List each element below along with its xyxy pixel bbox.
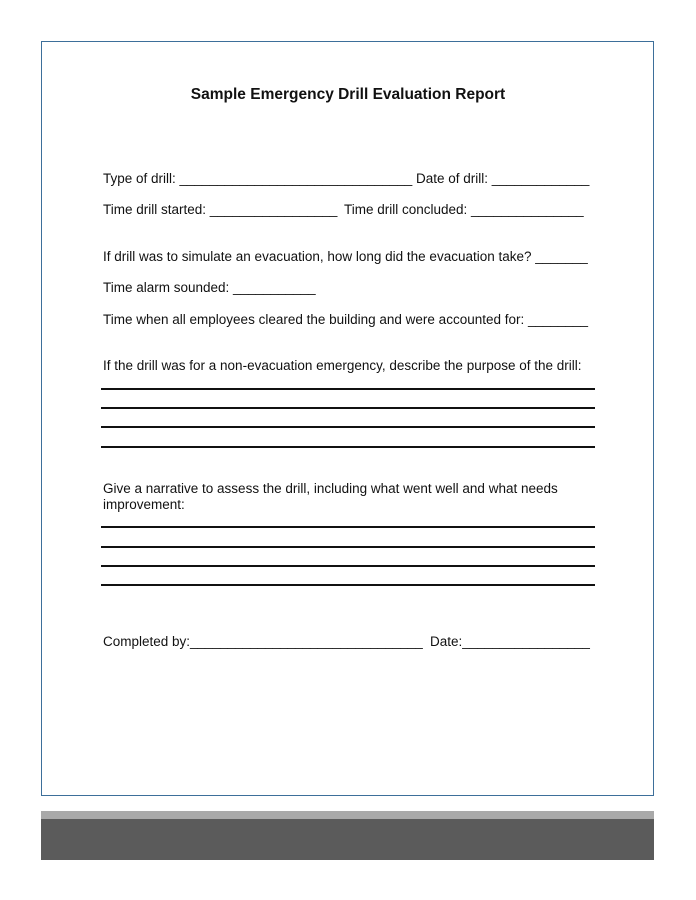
page-title: Sample Emergency Drill Evaluation Report: [190, 86, 506, 103]
time-started-field[interactable]: Time drill started: _________________: [103, 202, 338, 217]
narrative-answer-line[interactable]: [101, 546, 595, 548]
employees-cleared-field[interactable]: Time when all employees cleared the building and were accounted for: ________: [103, 312, 589, 327]
date-of-drill-field[interactable]: Date of drill: _____________: [416, 171, 590, 186]
completed-by-field[interactable]: Completed by:_______________________________: [103, 634, 423, 649]
type-of-drill-field[interactable]: Type of drill: _______________________________: [103, 171, 413, 186]
footer-band-dark: [41, 819, 654, 860]
narrative-answer-line[interactable]: [101, 565, 595, 567]
alarm-sounded-field[interactable]: Time alarm sounded: ___________: [103, 280, 316, 295]
evacuation-duration-field[interactable]: If drill was to simulate an evacuation, how long did the evacuation take? _______: [103, 249, 588, 264]
footer-band-light: [41, 811, 654, 819]
narrative-answer-line[interactable]: [101, 526, 595, 528]
time-concluded-field[interactable]: Time drill concluded: _______________: [344, 202, 584, 217]
date-signed-field[interactable]: Date:_________________: [430, 634, 590, 649]
non-evacuation-purpose-label: If the drill was for a non-evacuation emergency, describe the purpose of the drill:: [103, 358, 582, 373]
purpose-answer-line[interactable]: [101, 407, 595, 409]
page-border: [41, 41, 654, 796]
purpose-answer-line[interactable]: [101, 388, 595, 390]
purpose-answer-line[interactable]: [101, 446, 595, 448]
narrative-answer-line[interactable]: [101, 584, 595, 586]
narrative-prompt-label: Give a narrative to assess the drill, including what went well and what needs improvement:: [103, 481, 558, 512]
purpose-answer-line[interactable]: [101, 426, 595, 428]
